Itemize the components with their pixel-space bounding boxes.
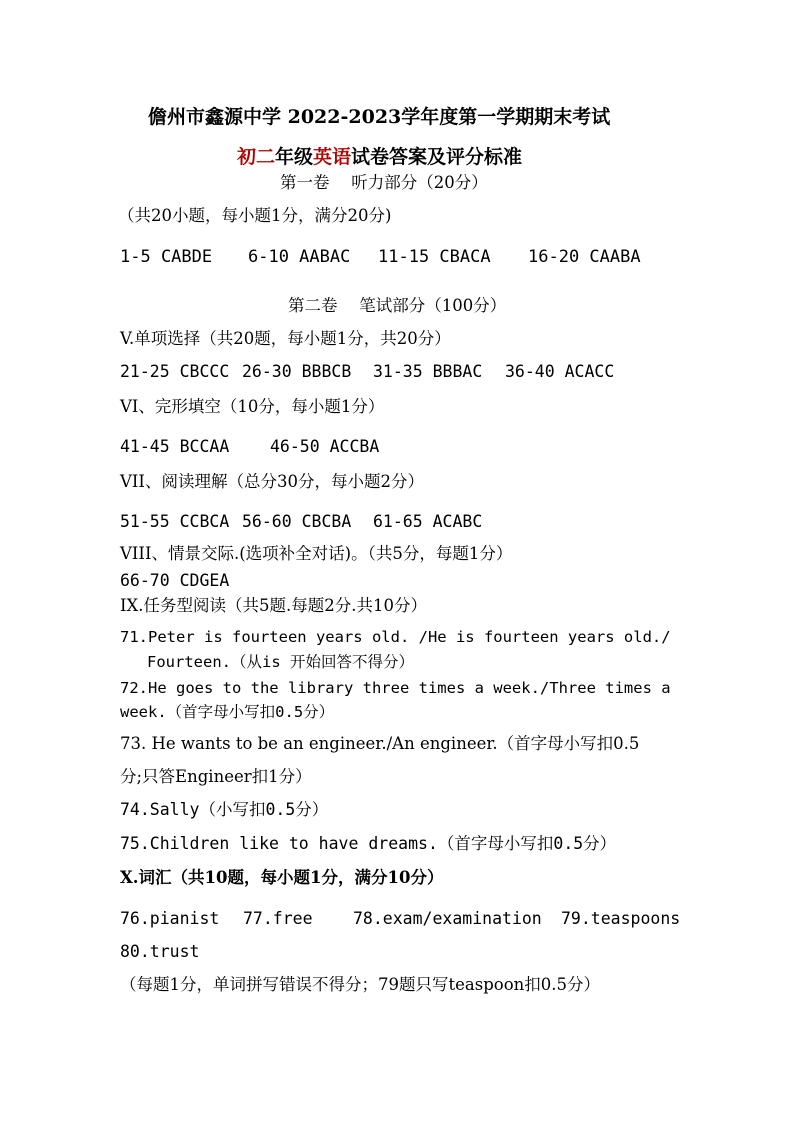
answer-75: 75.Children like to have dreams.（首字母小写扣0.5分） [120,834,617,853]
answer-group: 6-10 AABAC [248,247,351,267]
answer-72-cont: week.（首字母小写扣0.5分） [120,703,335,721]
subtitle-rest: 试卷答案及评分标准 [351,146,523,168]
sec8-heading: VIII、情景交际.(选项补全对话)。（共5分，每题1分） [120,544,513,563]
answer-group: 21-25 CBCCC [120,362,230,381]
exam-subtitle [237,146,522,168]
answer-group: 41-45 BCCAA [120,437,230,456]
answer-71: 71.Peter is fourteen years old. /He is fourteen years old./ [120,628,671,646]
answer-word: 76.pianist [120,909,220,928]
part1-answers [120,246,641,268]
answer-80: 80.trust [120,942,200,961]
answer-group: 36-40 ACACC [505,362,615,381]
answer-group: 56-60 CBCBA [242,512,352,531]
sec7-heading: VII、阅读理解（总分30分，每小题2分） [120,472,424,491]
sec5-heading: V.单项选择（共20题，每小题1分，共20分） [120,329,451,348]
answer-word: 77.free [243,909,313,928]
sec6-heading: VI、完形填空（10分，每小题1分） [120,397,385,416]
grade-suffix: 年级 [275,146,314,168]
part1-heading: 第一卷 听力部分（20分） [280,173,488,192]
answer-74: 74.Sally（小写扣0.5分） [120,800,329,819]
exam-title: 儋州市鑫源中学 2022-2023学年度第一学期期末考试 [148,106,611,128]
answer-72: 72.He goes to the library three times a week./Three times a [120,679,671,697]
sec5-answers [120,361,615,383]
sec8-answers: 66-70 CDGEA [120,571,230,590]
answer-71-cont: Fourteen.（从is 开始回答不得分） [147,653,414,671]
part1-note: （共20小题，每小题1分，满分20分) [118,206,392,225]
answer-group: 11-15 CBACA [378,247,491,267]
answer-group: 31-35 BBBAC [373,362,483,381]
answer-group: 1-5 CABDE [120,247,213,267]
sec6-answers [120,436,380,458]
sec10-heading: X.词汇（共10题，每小题1分，满分10分） [120,868,444,887]
answer-group: 16-20 CAABA [528,247,641,267]
sec7-answers [120,511,483,533]
answer-group: 61-65 ACABC [373,512,483,531]
answer-word: 78.exam/examination [353,909,542,928]
answer-group: 26-30 BBBCB [242,362,352,381]
answer-73: 73. He wants to be an engineer./An engineer.（首字母小写扣0.5 [120,734,640,753]
subject-label: 英语 [313,146,352,168]
part2-heading: 第二卷 笔试部分（100分） [288,296,507,315]
answer-73-cont: 分;只答Engineer扣1分） [120,767,312,786]
grade-label: 初二 [237,146,276,168]
sec10-answers [120,908,681,930]
answer-group: 46-50 ACCBA [270,437,380,456]
sec10-note: （每题1分，单词拼写错误不得分；79题只写teaspoon扣0.5分） [120,975,600,994]
answer-word: 79.teaspoons [561,909,681,928]
answer-group: 51-55 CCBCA [120,512,230,531]
sec9-heading: IX.任务型阅读（共5题.每题2分.共10分） [120,596,427,615]
